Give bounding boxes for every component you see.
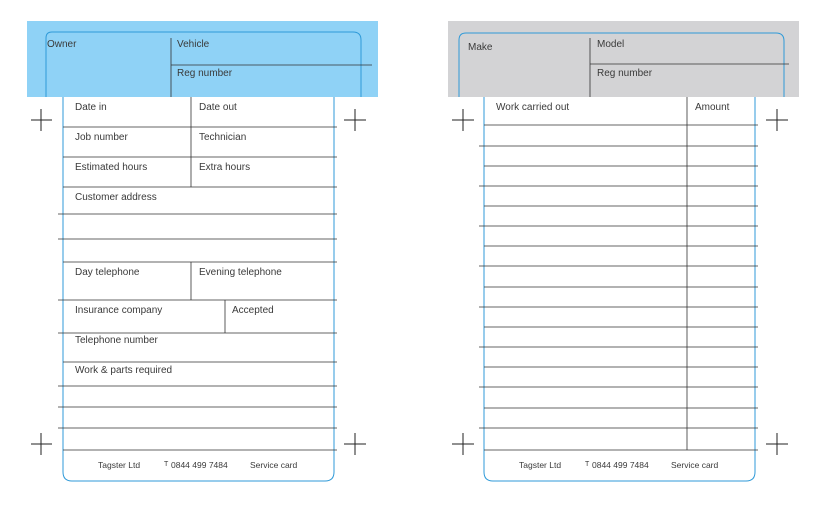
left-footer-card-type: Service card: [250, 460, 298, 470]
amount-header: Amount: [695, 102, 730, 113]
left-card: [27, 21, 378, 481]
right-footer-phone-prefix: T: [585, 461, 590, 468]
right-footer-phone: 0844 499 7484: [592, 460, 649, 470]
date-out-label: Date out: [199, 102, 237, 113]
left-footer-phone: 0844 499 7484: [171, 460, 228, 470]
right-footer-company: Tagster Ltd: [519, 460, 562, 470]
model-label: Model: [597, 39, 625, 50]
right-card-outline: [484, 97, 755, 481]
telephone-number-label: Telephone number: [75, 335, 158, 346]
left-crop-marks: [31, 109, 366, 455]
job-number-label: Job number: [75, 132, 128, 143]
right-header-band: [448, 21, 799, 97]
left-footer-phone-prefix: T: [164, 461, 169, 468]
reg-number-label: Reg number: [177, 68, 233, 79]
right-card: [448, 21, 799, 481]
right-footer-card-type: Service card: [671, 460, 719, 470]
reg-number-label-right: Reg number: [597, 68, 653, 79]
make-label: Make: [468, 42, 493, 53]
customer-address-label: Customer address: [75, 192, 157, 203]
day-telephone-label: Day telephone: [75, 267, 140, 278]
technician-label: Technician: [199, 132, 247, 143]
left-card-outline: [63, 97, 334, 481]
insurance-company-label: Insurance company: [75, 305, 163, 316]
date-in-label: Date in: [75, 102, 107, 113]
work-carried-out-header: Work carried out: [496, 102, 570, 113]
work-parts-required-label: Work & parts required: [75, 365, 173, 376]
estimated-hours-label: Estimated hours: [75, 162, 148, 173]
evening-telephone-label: Evening telephone: [199, 267, 282, 278]
right-crop-marks: [452, 109, 788, 455]
left-footer-company: Tagster Ltd: [98, 460, 141, 470]
extra-hours-label: Extra hours: [199, 162, 251, 173]
owner-label: Owner: [47, 39, 77, 50]
accepted-label: Accepted: [232, 305, 274, 316]
vehicle-label: Vehicle: [177, 39, 210, 50]
